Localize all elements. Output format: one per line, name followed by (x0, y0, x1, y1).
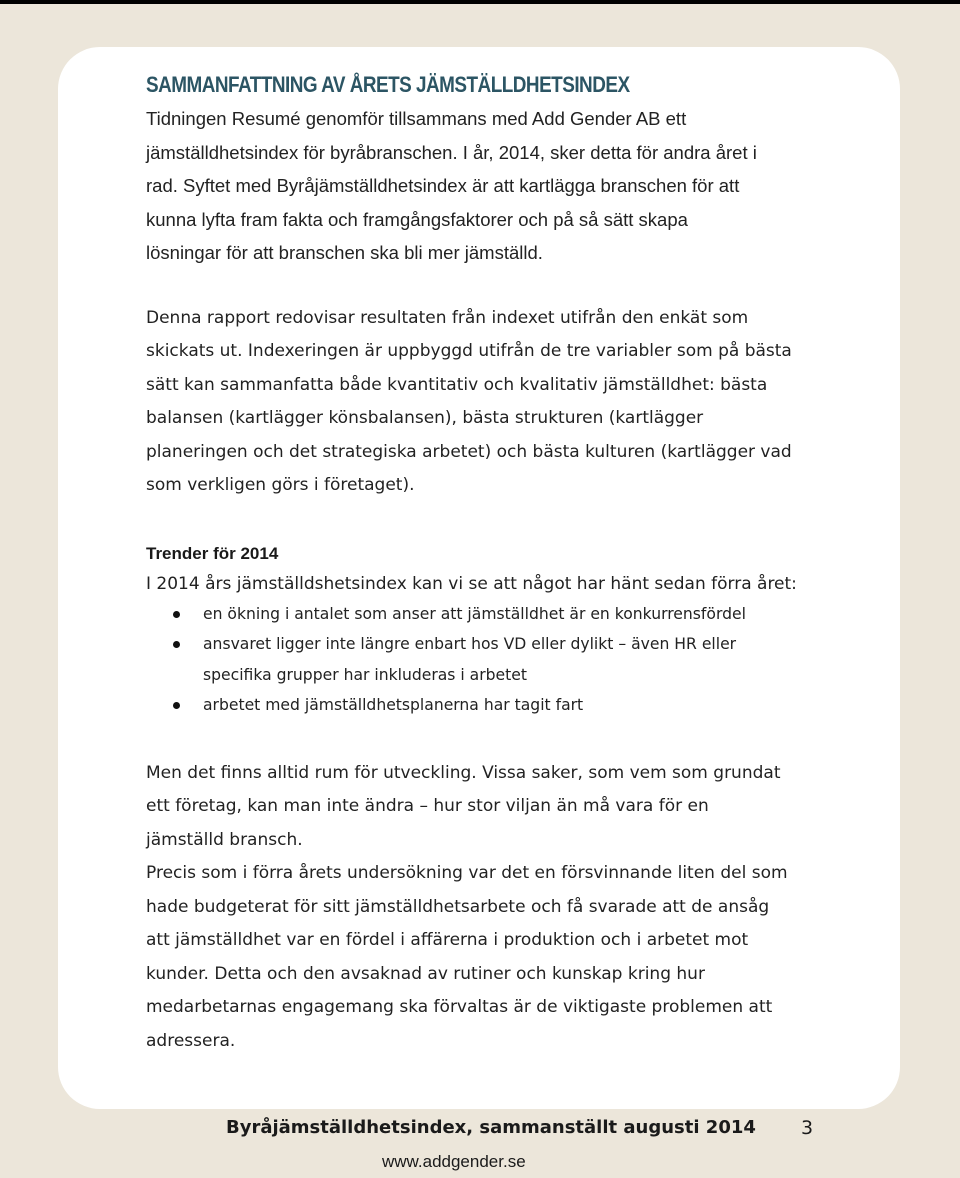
conclusion-line: Men det finns alltid rum för utveckling. Vissa saker, som vem som grundat (146, 762, 781, 783)
intro-line: jämställdhetsindex för byråbranschen. I år, 2014, sker detta för andra året i (146, 141, 757, 163)
method-line: skickats ut. Indexeringen är uppbyggd utifrån de tre variabler som på bästa (146, 341, 792, 361)
method-line: planeringen och det strategiska arbetet) och bästa kulturen (kartlägger vad (146, 441, 792, 462)
conclusion-line: Precis som i förra årets undersökning var det en försvinnande liten del som (146, 863, 788, 883)
page-number: 3 (801, 1117, 814, 1139)
conclusion-line: att jämställdhet var en fördel i affärerna i produktion och i arbetet mot (146, 930, 749, 950)
conclusion-line: adressera. (146, 1030, 236, 1051)
list-item (146, 629, 836, 660)
method-paragraph (146, 302, 836, 503)
bullet-icon (173, 611, 180, 618)
page-footer (226, 1113, 826, 1171)
trends-section (146, 539, 836, 721)
list-item-text: arbetet med jämställdhetsplanerna har tagit fart (203, 696, 584, 714)
conclusion-line: kunder. Detta och den avsaknad av rutiner och kunskap kring hur (146, 963, 705, 984)
conclusion-line: hade budgeterat för sitt jämställdhetsarbete och få svarade att de ansåg (146, 896, 770, 917)
intro-line: lösningar för att branschen ska bli mer jämställd. (146, 242, 543, 263)
conclusion-line: jämställd bransch. (146, 829, 303, 850)
list-item-text: specifika grupper har inkluderas i arbetet (203, 665, 527, 684)
intro-paragraph (146, 102, 836, 270)
bullet-icon (173, 641, 180, 648)
top-border (0, 0, 960, 4)
method-line: balansen (kartlägger könsbalansen), bästa strukturen (kartlägger (146, 408, 704, 428)
trends-list (146, 599, 836, 721)
intro-line: Tidningen Resumé genomför tillsammans med Add Gender AB ett (146, 108, 687, 129)
list-item-text: en ökning i antalet som anser att jämställdhet är en konkurrensfördel (203, 604, 746, 623)
conclusion-paragraph (146, 757, 836, 1059)
list-item-text: ansvaret ligger inte längre enbart hos VD eller dylikt – även HR eller (203, 635, 737, 653)
list-item (146, 599, 836, 630)
conclusion-line: ett företag, kan man inte ändra – hur stor viljan än må vara för en (146, 796, 709, 816)
list-item (146, 690, 836, 721)
method-line: Denna rapport redovisar resultaten från indexet utifrån den enkät som (146, 307, 749, 328)
section-heading: SAMMANFATTNING AV ÅRETS JÄMSTÄLLDHETSINDEX (146, 72, 630, 97)
footer-url-link[interactable]: www.addgender.se (382, 1152, 526, 1171)
page-content (146, 68, 836, 1058)
method-line: som verkligen görs i företaget). (146, 475, 415, 495)
intro-line: kunna lyfta fram fakta och framgångsfaktorer och på så sätt skapa (146, 208, 688, 230)
list-item-continuation (146, 660, 836, 691)
method-line: sätt kan sammanfatta både kvantitativ och kvalitativ jämställdhet: bästa (146, 374, 768, 395)
bullet-icon (173, 702, 180, 709)
footer-title: Byråjämställdhetsindex, sammanställt augusti 2014 (226, 1117, 756, 1138)
intro-line: rad. Syftet med Byråjämställdhetsindex är att kartlägga branschen för att (146, 175, 740, 196)
trends-lead: I 2014 års jämställdshetsindex kan vi se att något har hänt sedan förra året: (146, 573, 797, 594)
conclusion-line: medarbetarnas engagemang ska förvaltas är de viktigaste problemen att (146, 997, 773, 1017)
trends-heading: Trender för 2014 (146, 543, 279, 563)
